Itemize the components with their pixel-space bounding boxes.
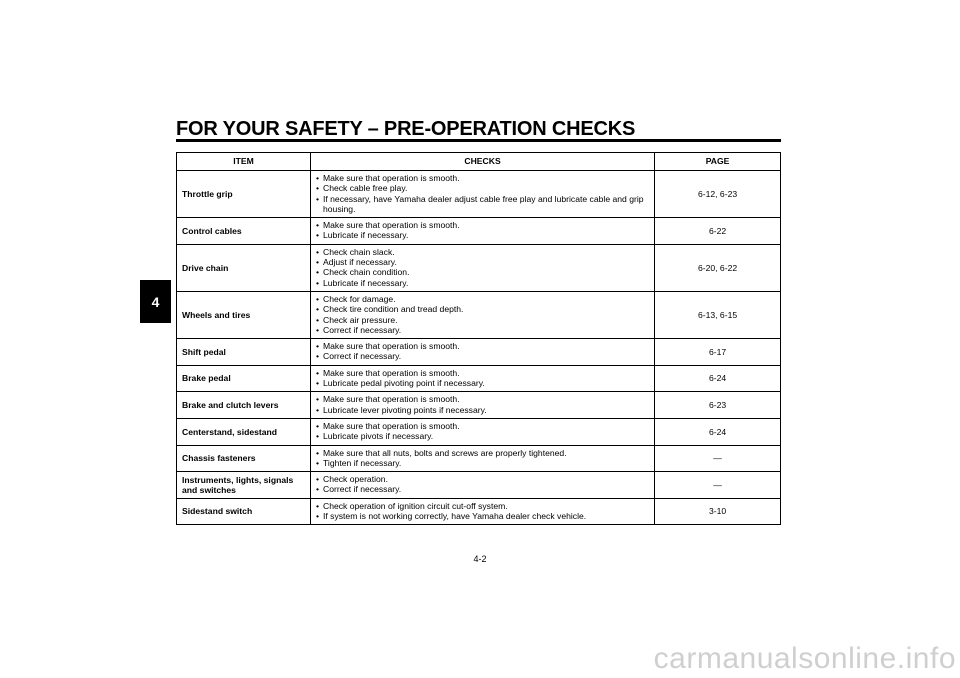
item-cell: Shift pedal	[177, 339, 311, 366]
table-row	[177, 498, 781, 525]
item-cell: Drive chain	[177, 244, 311, 291]
column-header-checks: CHECKS	[310, 153, 654, 171]
checks-cell	[310, 171, 654, 218]
checks-cell	[310, 365, 654, 392]
check-list-item: • Make sure that operation is smooth.	[316, 394, 654, 404]
check-list-item: • Make sure that operation is smooth.	[316, 368, 654, 378]
check-list-item: • Adjust if necessary.	[316, 257, 654, 267]
page-reference-cell: 3-10	[655, 498, 781, 525]
page-reference-cell: 6-13, 6-15	[655, 291, 781, 338]
page-reference-cell: 6-23	[655, 392, 781, 419]
checks-list	[316, 446, 654, 472]
page-reference-cell: 6-24	[655, 365, 781, 392]
checks-cell	[310, 392, 654, 419]
check-list-item: • Correct if necessary.	[316, 351, 654, 361]
item-cell: Throttle grip	[177, 171, 311, 218]
page-number: 4-2	[473, 554, 487, 564]
check-list-item: • Lubricate if necessary.	[316, 230, 654, 240]
check-list-item: • Make sure that operation is smooth.	[316, 421, 654, 431]
checks-list	[316, 245, 654, 291]
checks-cell	[310, 418, 654, 445]
checks-cell	[310, 218, 654, 245]
table-body	[177, 171, 781, 525]
check-list-item: • Make sure that operation is smooth.	[316, 341, 654, 351]
item-cell: Chassis fasteners	[177, 445, 311, 472]
table-row	[177, 339, 781, 366]
checks-list	[316, 339, 654, 365]
watermark-text: carmanualsonline.info	[653, 642, 956, 675]
check-list-item: • Make sure that operation is smooth.	[316, 173, 654, 183]
check-list-item: • Check chain slack.	[316, 247, 654, 257]
check-list-item: • Make sure that all nuts, bolts and screws are properly tightened.	[316, 448, 654, 458]
check-list-item: • Check operation.	[316, 474, 654, 484]
check-list-item: • Check chain condition.	[316, 267, 654, 277]
check-list-item: • Check air pressure.	[316, 315, 654, 325]
checks-list	[316, 218, 654, 244]
check-list-item: • Check for damage.	[316, 294, 654, 304]
check-list-item: • Lubricate pivots if necessary.	[316, 431, 654, 441]
page-reference-cell: —	[655, 472, 781, 499]
checks-list	[316, 292, 654, 338]
checks-cell	[310, 339, 654, 366]
title-underline-divider	[176, 139, 781, 142]
item-cell: Control cables	[177, 218, 311, 245]
column-header-item: ITEM	[177, 153, 311, 171]
page-reference-cell: 6-24	[655, 418, 781, 445]
item-cell: Centerstand, sidestand	[177, 418, 311, 445]
checks-list	[316, 392, 654, 418]
table-row	[177, 244, 781, 291]
check-list-item: • If necessary, have Yamaha dealer adjust cable free play and lubricate cable and grip housing.	[316, 194, 654, 215]
pre-operation-checks-table	[176, 152, 781, 525]
page-reference-cell: 6-12, 6-23	[655, 171, 781, 218]
page-reference-cell: 6-20, 6-22	[655, 244, 781, 291]
page-title: FOR YOUR SAFETY – PRE-OPERATION CHECKS	[176, 118, 636, 140]
page-reference-cell: 6-22	[655, 218, 781, 245]
table-header-row	[177, 153, 781, 171]
item-cell: Brake and clutch levers	[177, 392, 311, 419]
item-cell: Brake pedal	[177, 365, 311, 392]
item-cell: Wheels and tires	[177, 291, 311, 338]
chapter-tab: 4	[140, 280, 171, 323]
table-row	[177, 392, 781, 419]
item-cell: Sidestand switch	[177, 498, 311, 525]
check-list-item: • Correct if necessary.	[316, 484, 654, 494]
check-list-item: • If system is not working correctly, have Yamaha dealer check vehicle.	[316, 511, 654, 521]
check-list-item: • Check operation of ignition circuit cut-off system.	[316, 501, 654, 511]
check-list-item: • Check tire condition and tread depth.	[316, 304, 654, 314]
table-row	[177, 418, 781, 445]
check-list-item: • Check cable free play.	[316, 183, 654, 193]
checks-list	[316, 499, 654, 525]
checks-list	[316, 419, 654, 445]
table-header	[177, 153, 781, 171]
checks-cell	[310, 291, 654, 338]
table-row	[177, 291, 781, 338]
page-reference-cell: 6-17	[655, 339, 781, 366]
table-row	[177, 445, 781, 472]
checks-list	[316, 472, 654, 498]
table-row	[177, 171, 781, 218]
table-row	[177, 472, 781, 499]
checks-cell	[310, 472, 654, 499]
checks-cell	[310, 498, 654, 525]
check-list-item: • Tighten if necessary.	[316, 458, 654, 468]
page-reference-cell: —	[655, 445, 781, 472]
checks-list	[316, 366, 654, 392]
item-cell: Instruments, lights, signals and switches	[177, 472, 311, 499]
checks-cell	[310, 445, 654, 472]
table-row	[177, 365, 781, 392]
check-list-item: • Lubricate lever pivoting points if necessary.	[316, 405, 654, 415]
table-row	[177, 218, 781, 245]
check-list-item: • Make sure that operation is smooth.	[316, 220, 654, 230]
checks-cell	[310, 244, 654, 291]
check-list-item: • Lubricate pedal pivoting point if necessary.	[316, 378, 654, 388]
checks-list	[316, 171, 654, 217]
check-list-item: • Correct if necessary.	[316, 325, 654, 335]
column-header-page: PAGE	[655, 153, 781, 171]
check-list-item: • Lubricate if necessary.	[316, 278, 654, 288]
